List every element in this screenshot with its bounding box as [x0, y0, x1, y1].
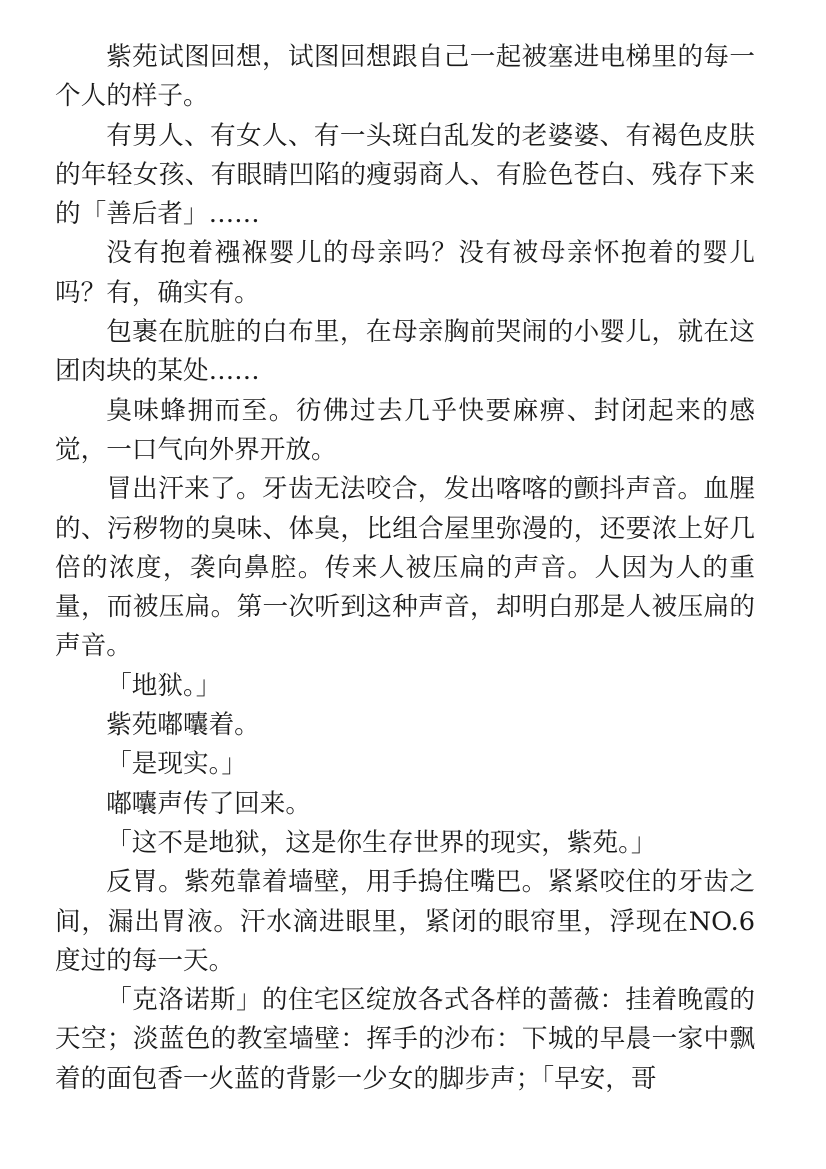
paragraph-1: 紫苑试图回想，试图回想跟自己一起被塞进电梯里的每一个人的样子。	[55, 42, 755, 112]
paragraph-2: 有男人、有女人、有一头斑白乱发的老婆婆、有褐色皮肤的年轻女孩、有眼睛凹陷的瘦弱商人、有脸色苍白、残存下来的「善后者」……	[55, 120, 755, 230]
paragraph-5: 臭味蜂拥而至。彷佛过去几乎快要麻痹、封闭起来的感觉，一口气向外界开放。	[55, 395, 755, 465]
paragraph-6: 冒出汗来了。牙齿无法咬合，发出喀喀的颤抖声音。血腥的、污秽物的臭味、体臭，比组合屋里弥漫的，还要浓上好几倍的浓度，袭向鼻腔。传来人被压扁的声音。人因为人的重量，而被压扁。第一次听到这种声音，却明白那是人被压扁的声音。	[55, 474, 755, 662]
paragraph-3: 没有抱着襁褓婴儿的母亲吗？没有被母亲怀抱着的婴儿吗？有，确实有。	[55, 238, 755, 308]
paragraph-8: 紫苑嘟囔着。	[106, 710, 260, 741]
paragraph-10: 嘟囔声传了回来。	[106, 788, 311, 819]
paragraph-4: 包裹在肮脏的白布里，在母亲胸前哭闹的小婴儿，就在这团肉块的某处……	[55, 317, 755, 387]
paragraph-9: 「是现实。」	[106, 749, 247, 780]
paragraph-12: 反胃。紫苑靠着墙壁，用手摀住嘴巴。紧紧咬住的牙齿之间，漏出胃液。汗水滴进眼里，紧闭的眼帘里，浮现在NO.6度过的每一天。	[55, 867, 755, 976]
paragraph-13: 「克洛诺斯」的住宅区绽放各式各样的蔷薇：挂着晚霞的天空；淡蓝色的教室墙壁：挥手的沙布：下城的早晨一家中飘着的面包香一火蓝的背影一少女的脚步声；「早安，哥	[55, 985, 755, 1094]
paragraph-11: 「这不是地狱，这是你生存世界的现实，紫苑。」	[106, 827, 657, 858]
document-page	[55, 38, 755, 1099]
paragraph-7: 「地狱。」	[106, 670, 222, 701]
